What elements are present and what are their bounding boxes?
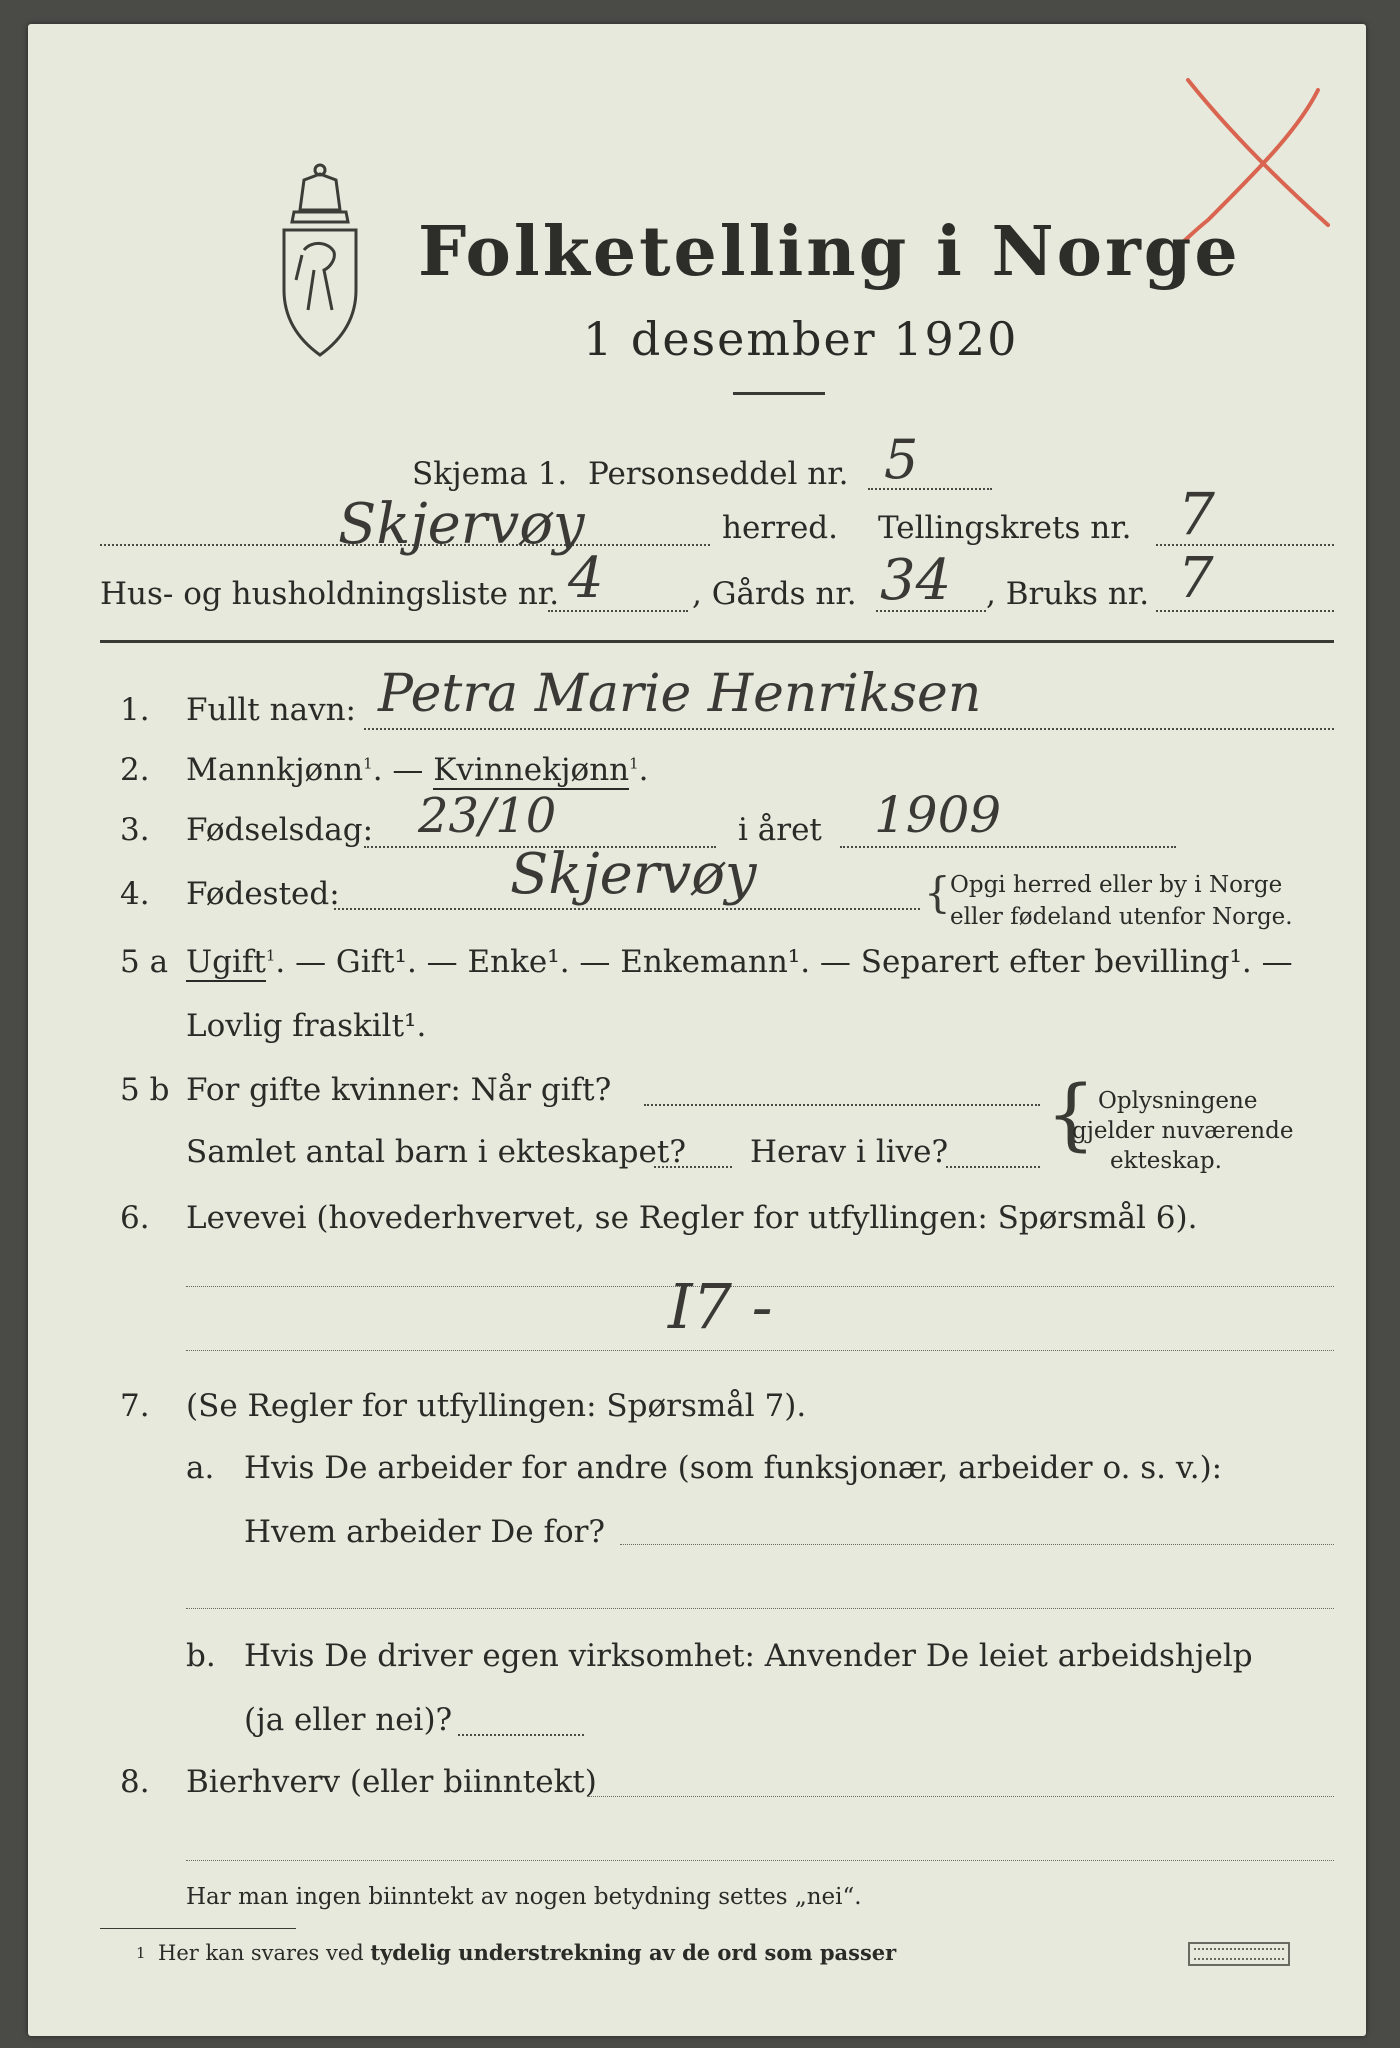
- option-male[interactable]: Mannkjønn: [186, 752, 364, 788]
- gards-label: , Gårds nr.: [692, 576, 857, 612]
- norway-coat-of-arms-icon: [274, 160, 366, 360]
- q5b-note-3: ekteskap.: [1110, 1148, 1222, 1174]
- q5b-label: For gifte kvinner: Når gift?: [186, 1072, 612, 1108]
- q6-label: Levevei (hovederhvervet, se Regler for utfyllingen: Spørsmål 6).: [186, 1200, 1198, 1236]
- q5a-options: Ugift$^1$. — Gift¹. — Enke¹. — Enkemann¹. — Separert efter bevilling¹. —: [186, 944, 1293, 980]
- option-ugift-underlined[interactable]: Ugift: [186, 944, 266, 980]
- q4-number: 4.: [120, 876, 150, 912]
- q3-number: 3.: [120, 812, 150, 848]
- q8-number: 8.: [120, 1764, 150, 1800]
- when-married-line[interactable]: [644, 1104, 1040, 1106]
- q5a-line2[interactable]: Lovlig fraskilt¹.: [186, 1008, 427, 1044]
- herred-label: herred.: [722, 510, 838, 546]
- q5b-brace: {: [1046, 1070, 1096, 1160]
- q2-separator: . —: [372, 752, 434, 788]
- census-form-sheet: [28, 24, 1366, 2036]
- hus-label: Hus- og husholdningsliste nr.: [100, 576, 560, 612]
- side-income-line-2[interactable]: [186, 1860, 1334, 1861]
- personseddel-label: Personseddel nr.: [588, 456, 849, 492]
- footnote-text: [158, 1940, 896, 1965]
- q5a-number: 5 a: [120, 944, 169, 980]
- hus-value[interactable]: 4: [568, 546, 604, 611]
- birthplace-value[interactable]: Skjervøy: [510, 842, 757, 907]
- page-title: Folketelling i Norge: [418, 212, 1241, 292]
- side-income-note: Har man ingen biinntekt av nogen betydning settes „nei“.: [186, 1884, 862, 1910]
- title-divider: [733, 392, 825, 395]
- q5b-note-2: gjelder nuværende: [1072, 1118, 1294, 1144]
- q7a-line2: Hvem arbeider De for?: [244, 1514, 606, 1550]
- q2-options: Mannkjønn$^1$. — Kvinnekjønn$^1$.: [186, 752, 649, 788]
- q7-label: (Se Regler for utfyllingen: Spørsmål 7).: [186, 1388, 807, 1424]
- employer-line[interactable]: [620, 1544, 1334, 1545]
- year-label: i året: [738, 812, 822, 848]
- employer-line-2[interactable]: [186, 1608, 1334, 1609]
- q8-label: Bierhverv (eller biinntekt): [186, 1764, 597, 1800]
- q5b-number: 5 b: [120, 1072, 170, 1108]
- q4-note-2: eller fødeland utenfor Norge.: [950, 904, 1293, 930]
- option-female-underlined[interactable]: Kvinnekjønn: [433, 752, 630, 788]
- q7-number: 7.: [120, 1388, 150, 1424]
- q3-label: Fødselsdag:: [186, 812, 374, 848]
- bruks-value[interactable]: 7: [1178, 546, 1214, 611]
- herred-value[interactable]: Skjervøy: [338, 492, 585, 557]
- occupation-value[interactable]: I7 -: [668, 1270, 773, 1343]
- hired-help-line[interactable]: [458, 1734, 584, 1736]
- skjema-label: Skjema 1.: [412, 456, 568, 492]
- q4-line: [334, 908, 920, 910]
- q7a-label: Hvis De arbeider for andre (som funksjonær, arbeider o. s. v.):: [244, 1450, 1223, 1486]
- q5b-note-1: Oplysningene: [1098, 1088, 1258, 1114]
- q4-brace: {: [924, 868, 951, 917]
- q1-line: [364, 728, 1334, 730]
- bruks-label: , Bruks nr.: [986, 576, 1150, 612]
- q7a-letter: a.: [186, 1450, 215, 1486]
- q5b-children-label: Samlet antal barn i ekteskapet?: [186, 1134, 686, 1170]
- personseddel-value[interactable]: 5: [884, 428, 919, 491]
- q5a-other-options[interactable]: . — Gift¹. — Enke¹. — Enkemann¹. — Separert efter bevilling¹. —: [275, 944, 1293, 980]
- side-income-line[interactable]: [588, 1796, 1334, 1797]
- gards-value[interactable]: 34: [880, 548, 952, 613]
- q6-line-2[interactable]: [186, 1350, 1334, 1351]
- q7b-label: Hvis De driver egen virksomhet: Anvender De leiet arbeidshjelp: [244, 1638, 1253, 1674]
- header-rule: [100, 640, 1334, 643]
- q6-number: 6.: [120, 1200, 150, 1236]
- year-line: [840, 846, 1176, 848]
- birth-year-value[interactable]: 1909: [874, 786, 1002, 844]
- q5b-alive-label: Herav i live?: [750, 1134, 949, 1170]
- printer-stamp-icon: [1188, 1942, 1290, 1966]
- q2-number: 2.: [120, 752, 150, 788]
- footnote-plain: Her kan svares ved: [158, 1941, 364, 1965]
- birthday-value[interactable]: 23/10: [418, 788, 557, 844]
- q7b-line2: (ja eller nei)?: [244, 1702, 453, 1738]
- q4-label: Fødested:: [186, 876, 340, 912]
- children-count-line[interactable]: [654, 1166, 732, 1168]
- q4-note-1: Opgi herred eller by i Norge: [950, 872, 1283, 898]
- tellingskrets-label: Tellingskrets nr.: [878, 510, 1132, 546]
- q1-number: 1.: [120, 692, 150, 728]
- footnote-rule: [100, 1928, 296, 1929]
- full-name-value[interactable]: Petra Marie Henriksen: [378, 664, 982, 724]
- footnote-bold: tydelig understrekning av de ord som passer: [370, 1940, 897, 1965]
- tellingskrets-value[interactable]: 7: [1178, 480, 1215, 548]
- footnote-mark: 1: [136, 1944, 146, 1962]
- q1-label: Fullt navn:: [186, 692, 356, 728]
- census-date: 1 desember 1920: [583, 312, 1019, 366]
- children-alive-line[interactable]: [946, 1166, 1040, 1168]
- q7b-letter: b.: [186, 1638, 216, 1674]
